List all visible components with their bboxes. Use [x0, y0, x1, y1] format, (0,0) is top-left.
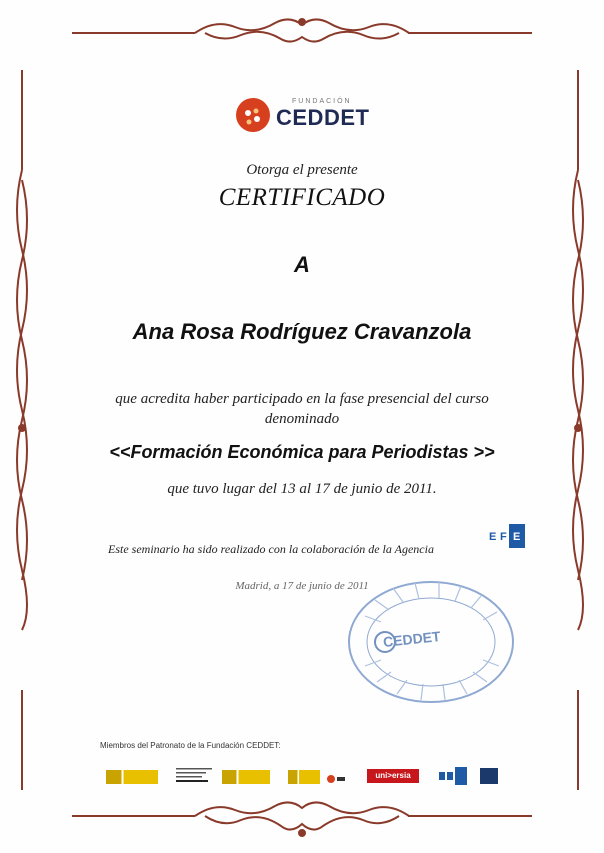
- certificate-title: CERTIFICADO: [218, 184, 386, 211]
- sponsor-logo-government-1: [106, 770, 158, 784]
- sponsor-logo-text: [176, 767, 212, 781]
- accreditation-text: [0, 389, 604, 429]
- sponsor-logo-blue: [480, 768, 498, 784]
- svg-text:F: F: [500, 531, 507, 543]
- sponsor-logo-government-3: [288, 770, 320, 784]
- recipient-name: Ana Rosa Rodríguez Cravanzola: [132, 319, 472, 344]
- stamp-logo-text: CEDDET: [382, 628, 442, 650]
- recipient-prefix: A: [294, 252, 310, 277]
- place-and-date: Madrid, a 17 de junio de 2011: [235, 580, 369, 592]
- svg-text:E: E: [513, 531, 521, 543]
- course-dates: que tuvo lugar del 13 al 17 de junio de 2011.: [167, 481, 437, 497]
- official-stamp: [345, 576, 517, 708]
- grant-line: Otorga el presente: [246, 162, 358, 178]
- svg-text:E: E: [489, 531, 497, 543]
- course-title: <<Formación Económica para Periodistas >>: [109, 442, 495, 462]
- ceddet-logo: [236, 96, 386, 136]
- collaboration-text: Este seminario ha sido realizado con la colaboración de la Agencia: [108, 542, 434, 556]
- logo-emblem-icon: [236, 98, 270, 132]
- efe-logo: [485, 524, 525, 548]
- sponsor-logo-government-2: [222, 770, 270, 784]
- accreditation-line-1: que acredita haber participado en la fase presencial del curso: [115, 391, 489, 407]
- logo-name: CEDDET: [276, 105, 370, 130]
- sponsor-logo-efe: [437, 767, 467, 785]
- logo-foundation-label: FUNDACIÓN: [292, 98, 352, 105]
- sponsor-logo-universia: uni>ersia: [367, 769, 419, 783]
- sponsor-logo-small: [326, 772, 346, 786]
- accreditation-line-2: denominado: [264, 411, 340, 427]
- trustees-label: Miembros del Patronato de la Fundación CEDDET:: [100, 741, 281, 750]
